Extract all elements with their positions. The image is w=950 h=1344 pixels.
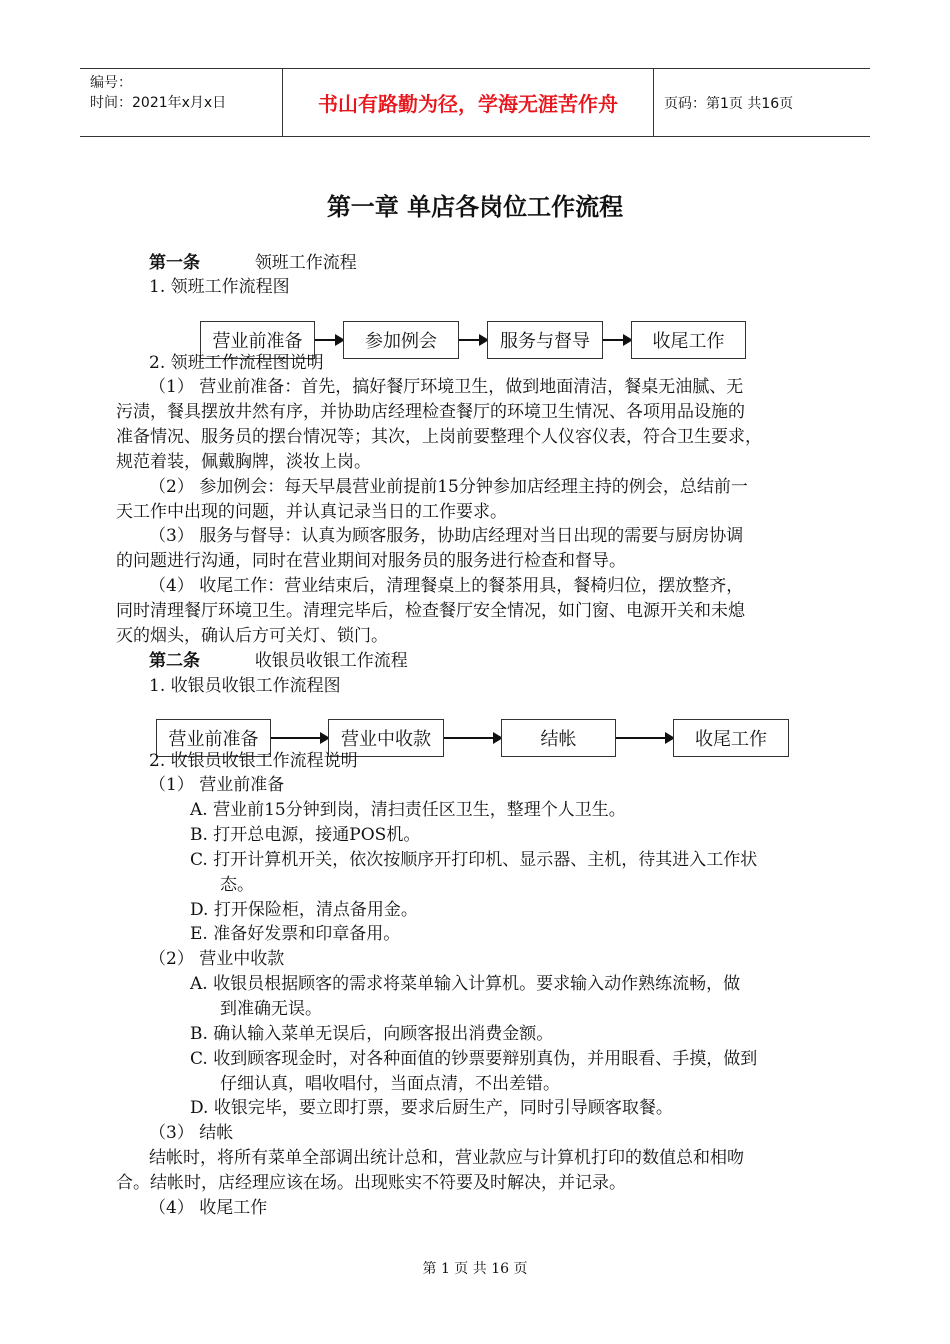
flow2-step-4: 收尾工作 bbox=[673, 719, 789, 757]
flow1-step-4: 收尾工作 bbox=[631, 321, 746, 359]
article2-text-line: 态。 bbox=[220, 875, 254, 895]
article2-heading-line bbox=[149, 649, 408, 673]
article2-heading: 第二条 bbox=[149, 651, 200, 671]
article2-text-line: 合。结帐时，店经理应该在场。出现账实不符要及时解决，并记录。 bbox=[116, 1173, 626, 1193]
article2-text-line: C. 收到顾客现金时，对各种面值的钞票要辩别真伪，并用眼看、手摸，做到 bbox=[190, 1049, 758, 1069]
article1-text-line: （2） 参加例会：每天早晨营业前提前15分钟参加店经理主持的例会，总结前一 bbox=[149, 477, 748, 497]
page-footer: 第 1 页 共 16 页 bbox=[422, 1261, 528, 1277]
article2-text-line: （2） 营业中收款 bbox=[149, 949, 285, 969]
flow1-step-3: 服务与督导 bbox=[487, 321, 603, 359]
article2-text-line: B. 打开总电源，接通POS机。 bbox=[190, 825, 421, 845]
flow1-arrow-3 bbox=[603, 339, 631, 341]
flow2-arrow-1 bbox=[271, 737, 328, 739]
flow1-step-2: 参加例会 bbox=[343, 321, 459, 359]
article1-heading-line bbox=[149, 251, 357, 275]
motto: 书山有路勤为径，学海无涯苦作舟 bbox=[318, 92, 618, 116]
article2-text-line: D. 收银完毕，要立即打票，要求后厨生产，同时引导顾客取餐。 bbox=[190, 1098, 673, 1118]
flow2-step-1: 营业前准备 bbox=[156, 719, 271, 757]
article2-text-line: E. 准备好发票和印章备用。 bbox=[190, 924, 401, 944]
article2-text-line: （4） 收尾工作 bbox=[149, 1198, 268, 1218]
article2-heading-text: 收银员收银工作流程 bbox=[254, 651, 408, 671]
article1-heading-text: 领班工作流程 bbox=[254, 253, 357, 273]
article2-text-line: C. 打开计算机开关，依次按顺序开打印机、显示器、主机，待其进入工作状 bbox=[190, 850, 758, 870]
article2-sub1: 1. 收银员收银工作流程图 bbox=[149, 676, 341, 696]
article2-text-line: A. 收银员根据顾客的需求将菜单输入计算机。要求输入动作熟练流畅，做 bbox=[190, 974, 741, 994]
article1-text-line: （4） 收尾工作：营业结束后，清理餐桌上的餐茶用具，餐椅归位，摆放整齐， bbox=[149, 576, 744, 596]
flow1-arrow-2 bbox=[459, 339, 487, 341]
article1-text-line: 同时清理餐厅环境卫生。清理完毕后，检查餐厅安全情况，如门窗、电源开关和未熄 bbox=[116, 601, 745, 621]
number-label: 编号： bbox=[90, 75, 132, 91]
article2-text-line: 到准确无误。 bbox=[220, 999, 322, 1019]
time-label: 时间：2021年x月x日 bbox=[90, 95, 227, 111]
flow1-arrow-1 bbox=[315, 339, 343, 341]
article1-text-line: （1） 营业前准备：首先，搞好餐厅环境卫生，做到地面清洁，餐桌无油腻、无 bbox=[149, 377, 744, 397]
article1-text-line: （3） 服务与督导：认真为顾客服务，协助店经理对当日出现的需要与厨房协调 bbox=[149, 526, 744, 546]
chapter-title: 第一章 单店各岗位工作流程 bbox=[326, 193, 624, 221]
article2-sub2: 2. 收银员收银工作流程说明 bbox=[149, 751, 358, 771]
article1-text-line: 灭的烟头，确认后方可关灯、锁门。 bbox=[116, 626, 388, 646]
article2-text-line: （3） 结帐 bbox=[149, 1123, 234, 1143]
header-page-info: 页码：第1页 共16页 bbox=[664, 95, 794, 112]
flow2-arrow-3 bbox=[616, 737, 673, 739]
article2-text-line: B. 确认输入菜单无误后，向顾客报出消费金额。 bbox=[190, 1024, 554, 1044]
article2-text-line: 仔细认真，唱收唱付，当面点清，不出差错。 bbox=[220, 1074, 560, 1094]
article1-sub1: 1. 领班工作流程图 bbox=[149, 277, 290, 297]
article1-text-line: 规范着装，佩戴胸牌，淡妆上岗。 bbox=[116, 452, 371, 472]
flow2-step-2: 营业中收款 bbox=[328, 719, 444, 757]
flow2-step-3: 结帐 bbox=[501, 719, 616, 757]
article2-text-line: A. 营业前15分钟到岗，清扫责任区卫生，整理个人卫生。 bbox=[190, 800, 626, 820]
header-motto-cell bbox=[282, 69, 654, 136]
article1-text-line: 污渍，餐具摆放井然有序，并协助店经理检查餐厅的环境卫生情况、各项用品设施的 bbox=[116, 402, 745, 422]
flow1-step-1: 营业前准备 bbox=[200, 321, 315, 359]
article1-sub2: 2. 领班工作流程图说明 bbox=[149, 353, 324, 373]
article1-text-line: 天工作中出现的问题，并认真记录当日的工作要求。 bbox=[116, 502, 507, 522]
article1-text-line: 准备情况、服务员的摆台情况等；其次，上岗前要整理个人仪容仪表，符合卫生要求， bbox=[116, 427, 762, 447]
document-header bbox=[80, 68, 870, 137]
article2-text-line: D. 打开保险柜，清点备用金。 bbox=[190, 900, 418, 920]
article1-text-line: 的问题进行沟通，同时在营业期间对服务员的服务进行检查和督导。 bbox=[116, 551, 626, 571]
flow2-arrow-2 bbox=[444, 737, 501, 739]
header-left-cell bbox=[80, 69, 282, 136]
article1-heading: 第一条 bbox=[149, 253, 200, 273]
article2-text-line: （1） 营业前准备 bbox=[149, 775, 285, 795]
article2-text-line: 结帐时，将所有菜单全部调出统计总和，营业款应与计算机打印的数值总和相吻 bbox=[149, 1148, 744, 1168]
